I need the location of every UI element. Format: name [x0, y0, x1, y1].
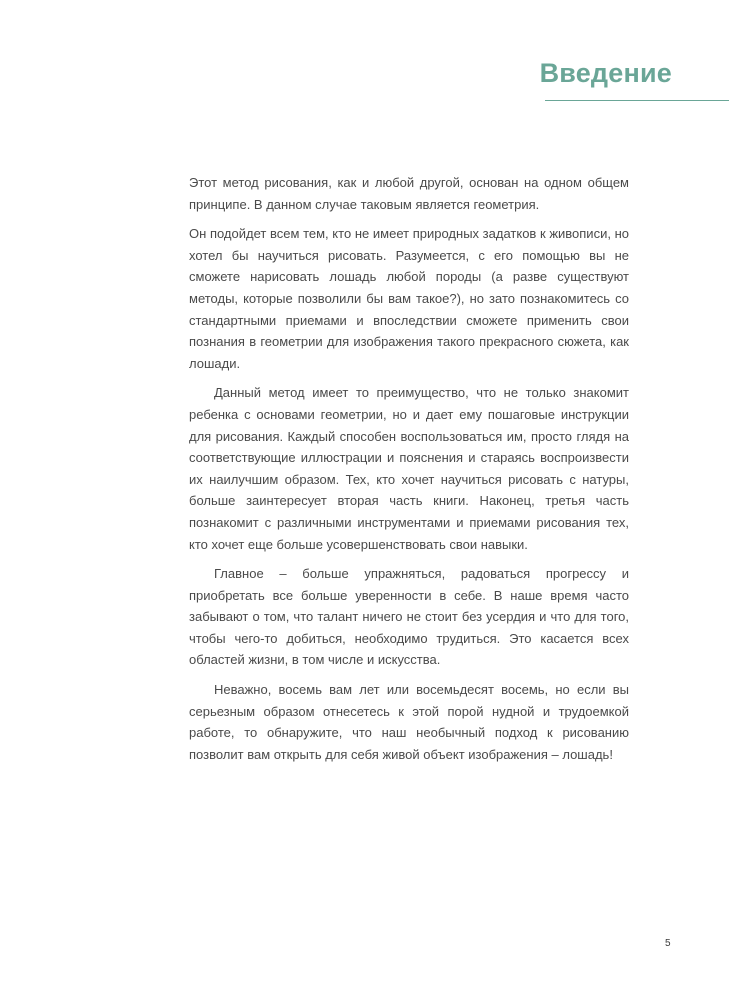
- body-text: [189, 172, 629, 773]
- page-number: 5: [665, 938, 671, 949]
- page-title: Введение: [539, 58, 672, 88]
- paragraph: Неважно, восемь вам лет или восемьдесят восемь, но если вы серьезным образом отнесетесь к этой порой нудной и трудоемкой работе, то обнаружите, что наш необычный подход к рисованию позволит вам открыть для себя живой объект изображения – лошадь!: [189, 682, 629, 762]
- paragraph: Данный метод имеет то преимущество, что не только знакомит ребенка с основами геометрии, но и дает ему пошаговые инструкции для рисования. Каждый способен воспользоваться им, просто глядя на соответствующие иллюстрации и пояснения и стараясь воспроизвести их наилучшим образом. Тех, кто хочет научиться рисовать с натуры, больше заинтересует вторая часть книги. Наконец, третья часть познакомит с различными инструментами и приемами рисования тех, кто хочет еще больше усовершенствовать свои навыки.: [189, 385, 629, 552]
- paragraph: Он подойдет всем тем, кто не имеет природных задатков к живописи, но хотел бы научиться рисовать. Разумеется, с его помощью вы не сможете нарисовать лошадь любой породы (а разве существуют методы, которые позволили бы вам такое?), но зато познакомитесь со стандартными приемами и впоследствии сможете применить свои познания в геометрии для изображения такого прекрасного сюжета, как лошади.: [189, 226, 629, 371]
- title-underline: [545, 100, 729, 101]
- paragraph: Главное – больше упражняться, радоваться прогрессу и приобретать все больше уверенности в себе. В наше время часто забывают о том, что талант ничего не стоит без усердия и что для того, чтобы чего-то добиться, необходимо трудиться. Это касается всех областей жизни, в том числе и искусства.: [189, 566, 629, 668]
- paragraph: Этот метод рисования, как и любой другой, основан на одном общем принципе. В данном случае таковым является геометрия.: [189, 175, 629, 212]
